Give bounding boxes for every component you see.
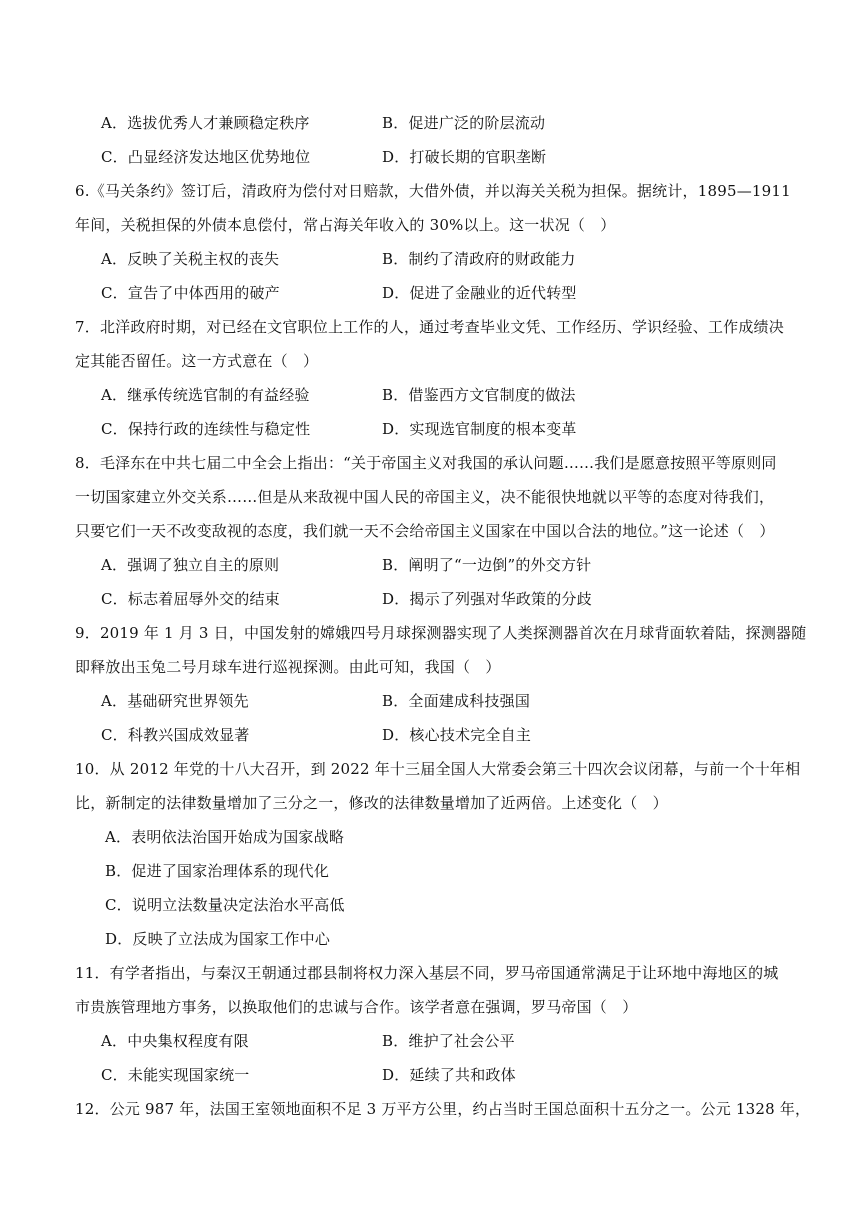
q8-option-c[interactable]: C．标志着屈辱外交的结束 [101, 590, 280, 608]
q10-stem-line-1: 10．从 2012 年党的十八大召开，到 2022 年十三届全国人大常委会第三十四次会议闭幕，与前一个十年相 [75, 760, 801, 778]
q6-option-a[interactable]: A．反映了关税主权的丧失 [101, 250, 280, 268]
q5-option-a[interactable]: A．选拔优秀人才兼顾稳定秩序 [101, 114, 310, 132]
q9-option-b[interactable]: B．全面建成科技强国 [382, 692, 531, 710]
q8-stem-line-2: 一切国家建立外交关系……但是从来敌视中国人民的帝国主义，决不能很快地就以平等的态度对待我们， [75, 488, 775, 506]
q9-stem-line-2: 即释放出玉兔二号月球车进行巡视探测。由此可知，我国（ ） [75, 658, 501, 676]
q11-option-b[interactable]: B．维护了社会公平 [382, 1032, 515, 1050]
q12-stem-line-1: 12．公元 987 年，法国王室领地面积不足 3 万平方公里，约占当时王国总面积十五分之一。公元 1328 年， [75, 1100, 811, 1118]
q7-option-d[interactable]: D．实现选官制度的根本变革 [382, 420, 577, 438]
q11-option-a[interactable]: A．中央集权程度有限 [101, 1032, 249, 1050]
q11-option-d[interactable]: D．延续了共和政体 [382, 1066, 516, 1084]
q9-stem-line-1: 9．2019 年 1 月 3 日，中国发射的嫦娥四号月球探测器实现了人类探测器首次在月球背面软着陆，探测器随 [75, 624, 807, 642]
q11-stem-line-2: 市贵族管理地方事务，以换取他们的忠诚与合作。该学者意在强调，罗马帝国（ ） [75, 998, 638, 1016]
q10-option-c[interactable]: C．说明立法数量决定法治水平高低 [105, 896, 345, 914]
q7-option-b[interactable]: B．借鉴西方文官制度的做法 [382, 386, 576, 404]
q6-stem-line-2: 年间，关税担保的外债本息偿付，常占海关年收入的 30%以上。这一状况（ ） [75, 216, 616, 234]
q9-option-a[interactable]: A．基础研究世界领先 [101, 692, 249, 710]
q9-option-d[interactable]: D．核心技术完全自主 [382, 726, 532, 744]
q9-option-c[interactable]: C．科教兴国成效显著 [101, 726, 250, 744]
q5-option-d[interactable]: D．打破长期的官职垄断 [382, 148, 547, 166]
q10-option-b[interactable]: B．促进了国家治理体系的现代化 [105, 862, 330, 880]
q7-option-c[interactable]: C．保持行政的连续性与稳定性 [101, 420, 311, 438]
q6-option-d[interactable]: D．促进了金融业的近代转型 [382, 284, 577, 302]
q7-stem-line-2: 定其能否留任。这一方式意在（ ） [75, 352, 319, 370]
q6-option-c[interactable]: C．宣告了中体西用的破产 [101, 284, 280, 302]
q10-stem-line-2: 比，新制定的法律数量增加了三分之一，修改的法律数量增加了近两倍。上述变化（ ） [75, 794, 668, 812]
q11-stem-line-1: 11．有学者指出，与秦汉王朝通过郡县制将权力深入基层不同，罗马帝国通常满足于让环地中海地区的城 [75, 964, 779, 982]
q7-stem-line-1: 7．北洋政府时期，对已经在文官职位上工作的人，通过考查毕业文凭、工作经历、学识经验、工作成绩决 [75, 318, 784, 336]
q8-option-d[interactable]: D．揭示了列强对华政策的分歧 [382, 590, 592, 608]
q8-option-a[interactable]: A．强调了独立自主的原则 [101, 556, 280, 574]
q8-stem-line-1: 8．毛泽东在中共七届二中全会上指出：“关于帝国主义对我国的承认问题……我们是愿意按照平等原则同 [75, 454, 777, 472]
q5-option-b[interactable]: B．促进广泛的阶层流动 [382, 114, 546, 132]
q6-option-b[interactable]: B．制约了清政府的财政能力 [382, 250, 576, 268]
q8-option-b[interactable]: B．阐明了“一边倒”的外交方针 [382, 556, 592, 574]
q10-option-d[interactable]: D．反映了立法成为国家工作中心 [105, 930, 331, 948]
q5-option-c[interactable]: C．凸显经济发达地区优势地位 [101, 148, 311, 166]
q11-option-c[interactable]: C．未能实现国家统一 [101, 1066, 250, 1084]
q8-stem-line-3: 只要它们一天不改变敌视的态度，我们就一天不会给帝国主义国家在中国以合法的地位。”这一论述（ ） [75, 522, 775, 540]
q7-option-a[interactable]: A．继承传统选官制的有益经验 [101, 386, 310, 404]
q6-stem-line-1: 6.《马关条约》签订后，清政府为偿付对日赔款，大借外债，并以海关关税为担保。据统计，1895—1911 [75, 182, 791, 200]
q10-option-a[interactable]: A．表明依法治国开始成为国家战略 [105, 828, 345, 846]
